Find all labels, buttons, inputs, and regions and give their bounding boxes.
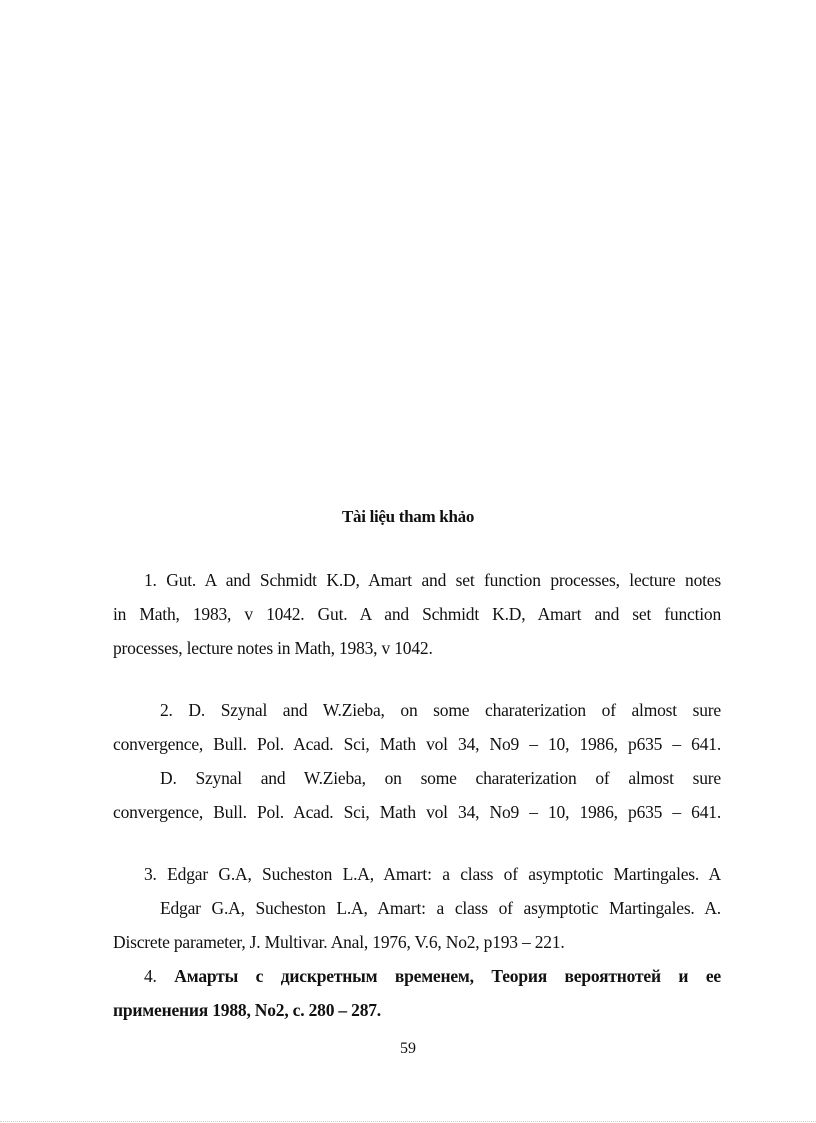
reference-1-line-3: processes, lecture notes in Math, 1983, v 1042. — [113, 638, 433, 658]
reference-1-line-2: in Math, 1983, v 1042. Gut. A and Schmidt K.D, Amart and set function — [113, 604, 721, 624]
reference-3-line-1: 3. Edgar G.A, Sucheston L.A, Amart: a class of asymptotic Martingales. A — [144, 864, 721, 884]
reference-4-number: 4. — [144, 966, 157, 986]
reference-3 — [113, 857, 721, 959]
page-bottom-divider — [0, 1121, 816, 1122]
reference-2-line-3: D. Szynal and W.Zieba, on some charaterization of almost sure — [160, 768, 721, 788]
reference-1 — [113, 563, 721, 665]
reference-4-line-1 — [113, 959, 721, 993]
references-heading: Tài liệu tham khảo — [341, 507, 475, 526]
reference-2-line-4: convergence, Bull. Pol. Acad. Sci, Math vol 34, No9 – 10, 1986, p635 – 641. — [113, 802, 721, 822]
page-number: 59 — [400, 1040, 416, 1057]
reference-3-line-3: Discrete parameter, J. Multivar. Anal, 1976, V.6, No2, p193 – 221. — [113, 932, 565, 952]
reference-2 — [113, 693, 721, 829]
reference-2-line-1: 2. D. Szynal and W.Zieba, on some charaterization of almost sure — [160, 700, 721, 720]
reference-2-line-2: convergence, Bull. Pol. Acad. Sci, Math vol 34, No9 – 10, 1986, p635 – 641. — [113, 734, 721, 754]
reference-1-line-1: 1. Gut. A and Schmidt K.D, Amart and set function processes, lecture notes — [144, 570, 721, 590]
reference-4 — [113, 959, 721, 1027]
reference-4-line-1-text: Амарты с дискретным временем, Теория вероятнотей и ее — [174, 966, 721, 986]
reference-3-line-2: Edgar G.A, Sucheston L.A, Amart: a class of asymptotic Martingales. A. — [160, 898, 721, 918]
reference-4-line-2: применения 1988, No2, с. 280 – 287. — [113, 1000, 381, 1020]
